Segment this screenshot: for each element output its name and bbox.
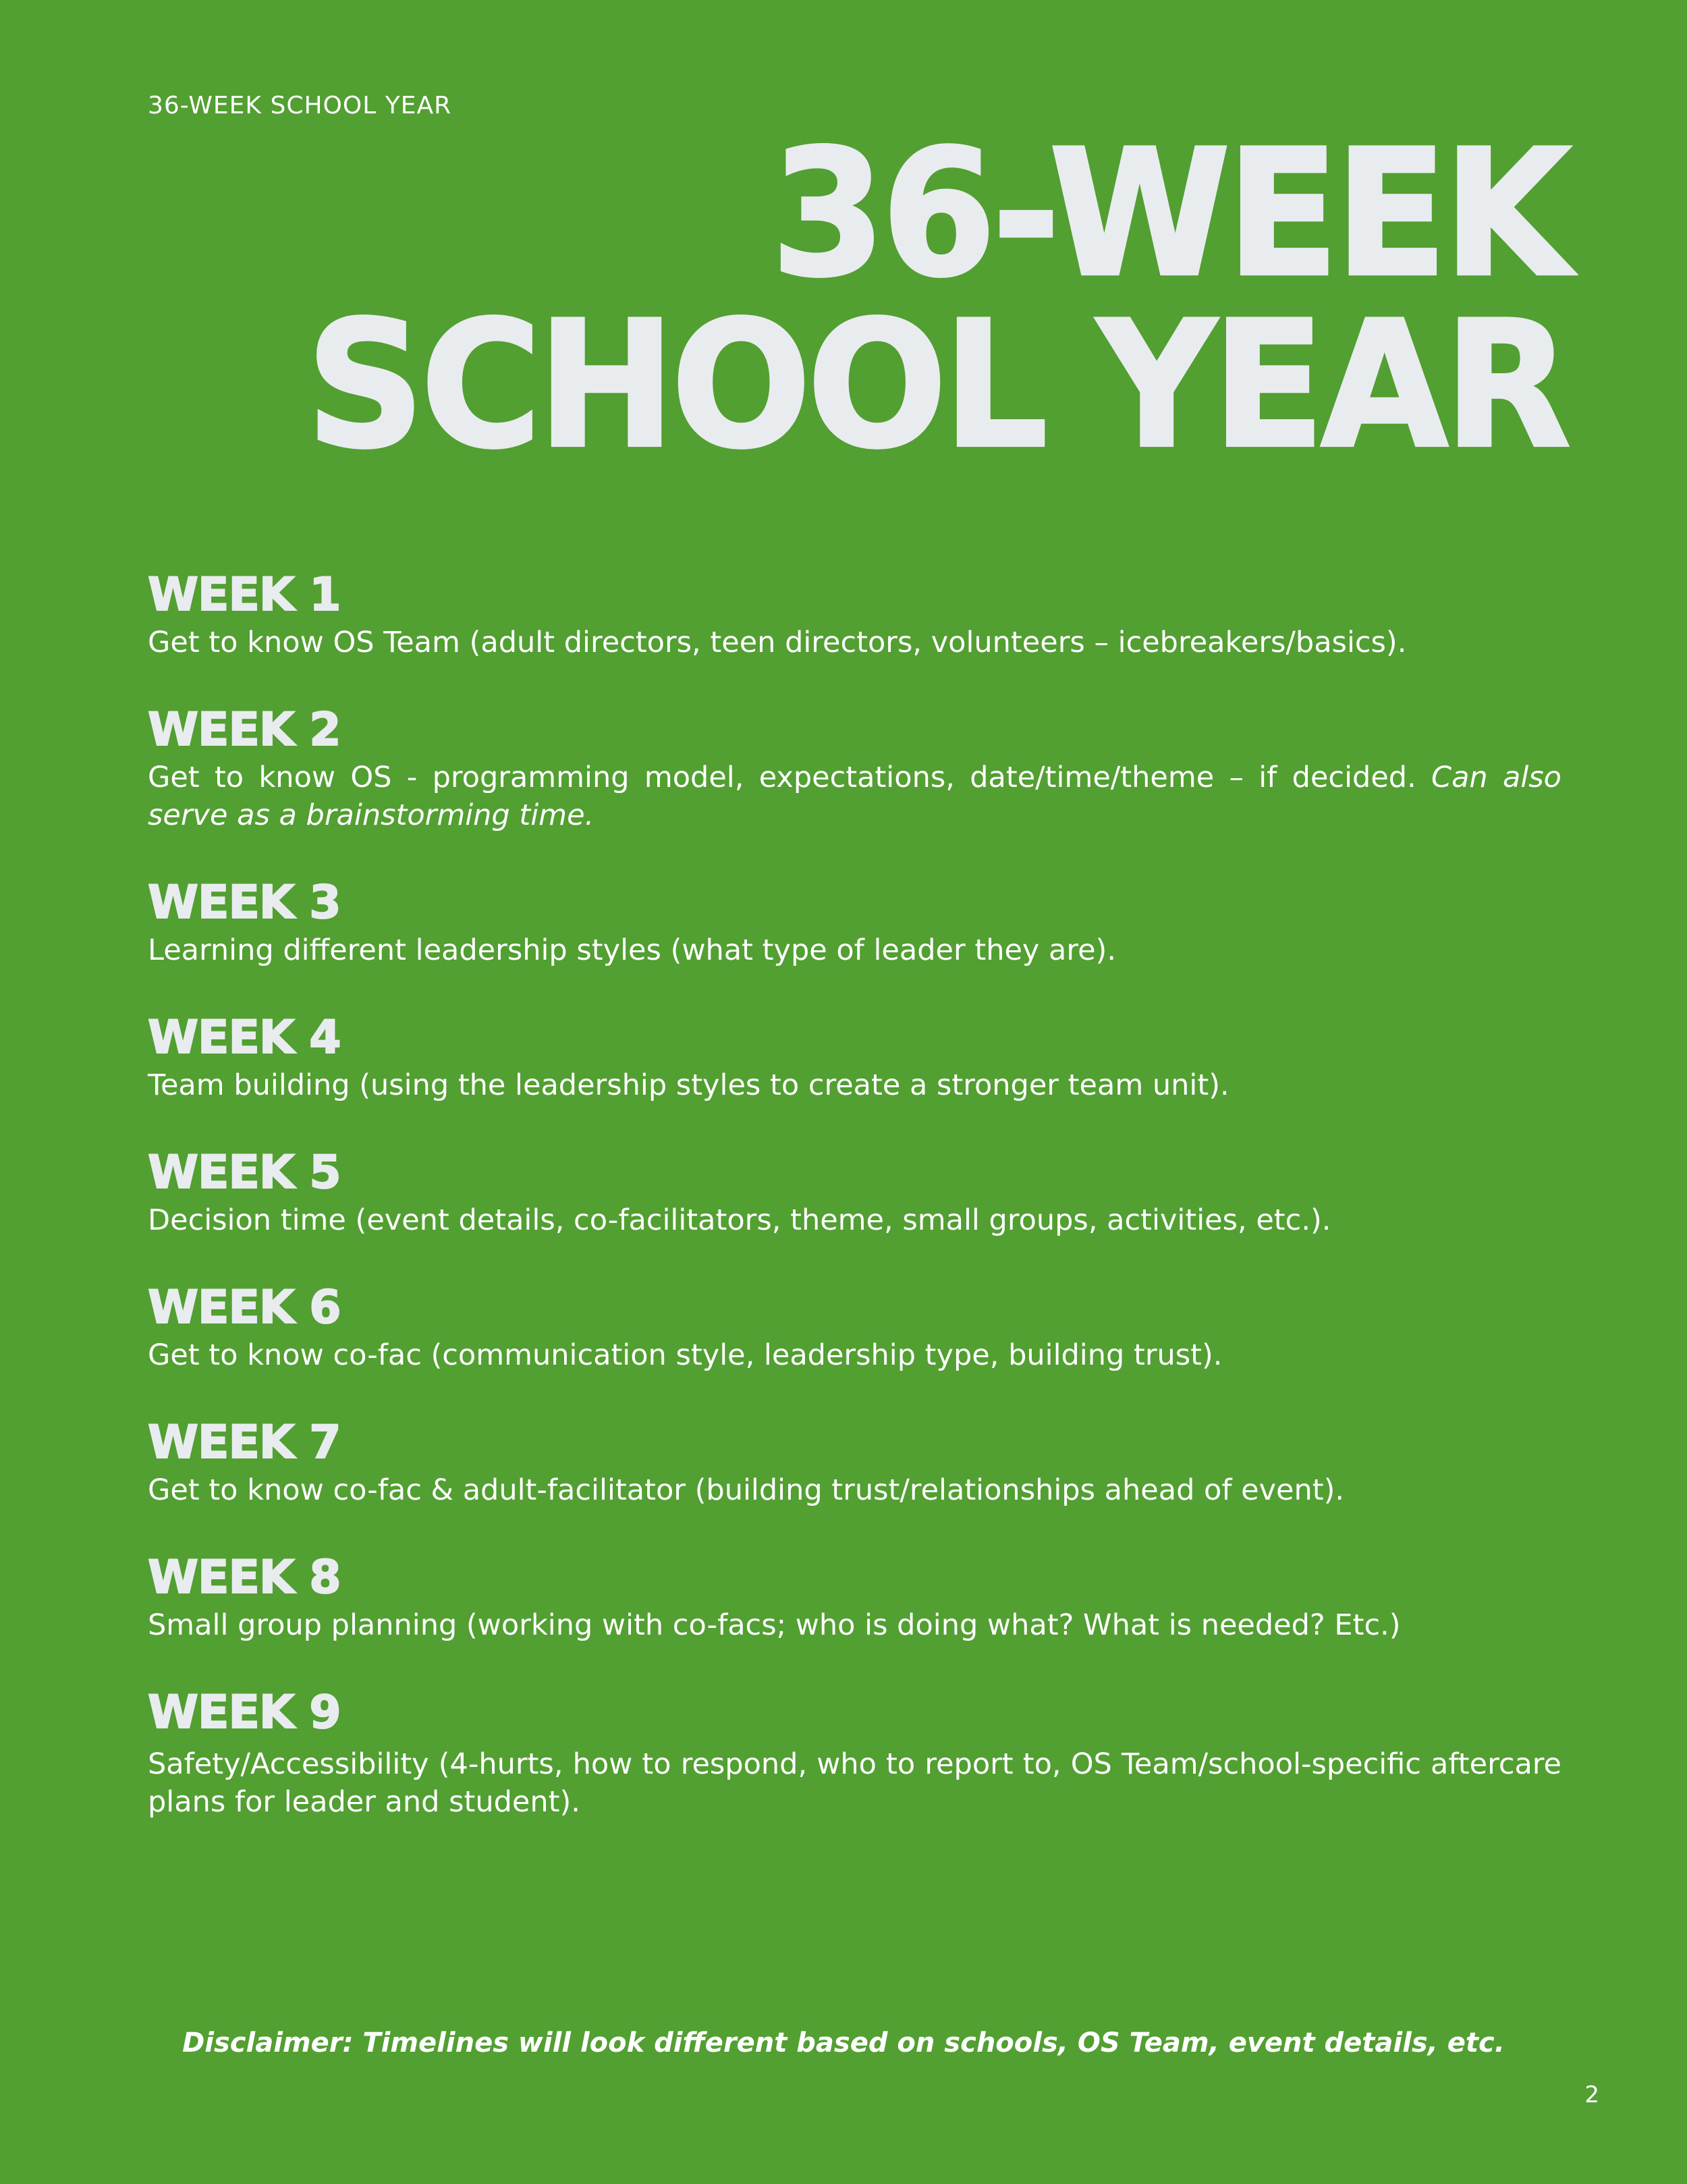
week-heading: WEEK 1 [148, 568, 341, 622]
week-description-text: Decision time (event details, co-facilitators, theme, small groups, activities, etc.). [148, 1203, 1331, 1237]
page-title-line-1: 36-WEEK [771, 112, 1567, 316]
week-description-text: Get to know OS - programming model, expectations, date/time/theme – if decided. [148, 761, 1416, 794]
disclaimer: Disclaimer: Timelines will look different based on schools, OS Team, event details, etc. [182, 2027, 1505, 2058]
week-description-text: Get to know co-fac & adult-facilitator (building trust/relationships ahead of event). [148, 1473, 1345, 1507]
week-item [148, 1145, 1561, 1239]
week-item [148, 1010, 1561, 1104]
week-item [148, 875, 1561, 969]
week-description [148, 1201, 1561, 1239]
week-description [148, 1471, 1561, 1509]
week-item [148, 1415, 1561, 1509]
week-description [148, 931, 1561, 969]
week-description-text: Safety/Accessibility (4-hurts, how to respond, who to report to, OS Team/school-specific aftercare plans for leader and student). [148, 1747, 1561, 1819]
running-header: 36-WEEK SCHOOL YEAR [148, 92, 452, 119]
week-heading: WEEK 8 [148, 1551, 341, 1604]
week-description [148, 759, 1561, 834]
week-heading: WEEK 9 [148, 1686, 341, 1739]
week-italic-note: Can also serve as a brainstorming time. [148, 761, 1561, 832]
week-heading: WEEK 6 [148, 1281, 341, 1334]
week-list [148, 567, 1561, 1821]
week-description-text: Small group planning (working with co-facs; who is doing what? What is needed? Etc.) [148, 1608, 1401, 1642]
week-description [148, 624, 1561, 661]
week-description-text: Get to know co-fac (communication style, leadership type, building trust). [148, 1338, 1223, 1372]
week-description [148, 1606, 1561, 1644]
week-description [148, 1336, 1561, 1374]
week-item [148, 702, 1561, 834]
week-description-text: Learning different leadership styles (what type of leader they are). [148, 933, 1116, 967]
week-item [148, 567, 1561, 661]
week-heading: WEEK 7 [148, 1416, 341, 1469]
week-heading: WEEK 5 [148, 1146, 341, 1199]
week-description-text: Get to know OS Team (adult directors, teen directors, volunteers – icebreakers/basics). [148, 626, 1407, 659]
week-item [148, 1280, 1561, 1374]
week-description-text: Team building (using the leadership styles to create a stronger team unit). [148, 1068, 1229, 1102]
week-item [148, 1685, 1561, 1821]
page-number: 2 [1584, 2081, 1599, 2108]
week-description [148, 1745, 1561, 1821]
week-heading: WEEK 3 [148, 876, 341, 929]
week-heading: WEEK 4 [148, 1011, 341, 1064]
week-heading: WEEK 2 [148, 703, 341, 757]
page-title [306, 112, 1567, 487]
page-title-line-2: SCHOOL YEAR [306, 283, 1567, 487]
week-description [148, 1066, 1561, 1104]
week-item [148, 1550, 1561, 1644]
